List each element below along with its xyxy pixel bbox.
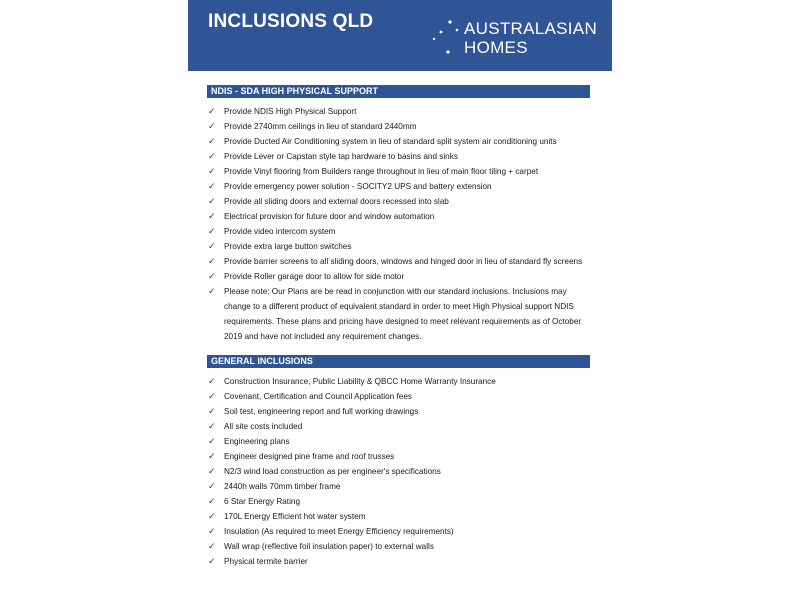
list-item xyxy=(208,554,593,569)
list-item-text: Please note: Our Plans are be read in conjunction with our standard inclusions. Inclusions may change to a different product of equivalent standard in order to meet High Physical support NDIS requirements. These plans and pricing have designed to meet relevant requirements as of October 2019 and have not included any requirement changes. xyxy=(224,287,582,341)
checkmark-icon: ✓ xyxy=(208,451,216,461)
list-item-text: Provide barrier screens to all sliding doors, windows and hinged door in lieu of standard fly screens xyxy=(224,257,583,266)
list-item-text: Soil test, engineering report and full working drawings xyxy=(224,407,419,416)
checkmark-icon: ✓ xyxy=(208,496,216,506)
checkmark-icon: ✓ xyxy=(208,106,216,116)
header-banner xyxy=(188,0,612,71)
checkmark-icon: ✓ xyxy=(208,511,216,521)
checkmark-icon: ✓ xyxy=(208,406,216,416)
list-item xyxy=(208,419,593,434)
list-item-text: Provide video intercom system xyxy=(224,227,336,236)
checkmark-icon: ✓ xyxy=(208,121,216,131)
checkmark-icon: ✓ xyxy=(208,136,216,146)
list-item xyxy=(208,254,593,269)
checkmark-icon: ✓ xyxy=(208,241,216,251)
list-item-text: Provide all sliding doors and external doors recessed into slab xyxy=(224,197,449,206)
logo-line-1: AUSTRALASIAN xyxy=(464,19,598,38)
list-item-text: Electrical provision for future door and window automation xyxy=(224,212,435,221)
list-item xyxy=(208,434,593,449)
list-item-text: Physical termite barrier xyxy=(224,557,308,566)
page-title: INCLUSIONS QLD xyxy=(208,11,374,32)
list-item xyxy=(208,284,593,344)
ndis-inclusions-list xyxy=(208,104,593,344)
list-item-text: 2440h walls 70mm timber frame xyxy=(224,482,341,491)
list-item xyxy=(208,164,593,179)
list-item xyxy=(208,449,593,464)
checkmark-icon: ✓ xyxy=(208,526,216,536)
list-item-text: Wall wrap (reflective foil insulation paper) to external walls xyxy=(224,542,434,551)
list-item-text: Engineering plans xyxy=(224,437,290,446)
checkmark-icon: ✓ xyxy=(208,151,216,161)
list-item xyxy=(208,194,593,209)
list-item xyxy=(208,119,593,134)
checkmark-icon: ✓ xyxy=(208,166,216,176)
company-logo xyxy=(430,18,605,60)
section-title-ndis: NDIS - SDA HIGH PHYSICAL SUPPORT xyxy=(207,85,590,98)
checkmark-icon: ✓ xyxy=(208,211,216,221)
list-item-text: Provide Ducted Air Conditioning system in lieu of standard split system air conditioning units xyxy=(224,137,557,146)
list-item-text: Engineer designed pine frame and roof trusses xyxy=(224,452,395,461)
list-item-text: N2/3 wind load construction as per engineer's specifications xyxy=(224,467,441,476)
list-item xyxy=(208,389,593,404)
list-item xyxy=(208,524,593,539)
checkmark-icon: ✓ xyxy=(208,181,216,191)
list-item-text: 170L Energy Efficient hot water system xyxy=(224,512,366,521)
checkmark-icon: ✓ xyxy=(208,421,216,431)
list-item-text: Covenant, Certification and Council Application fees xyxy=(224,392,412,401)
list-item xyxy=(208,149,593,164)
list-item-text: Construction Insurance, Public Liability & QBCC Home Warranty Insurance xyxy=(224,377,496,386)
checkmark-icon: ✓ xyxy=(208,196,216,206)
list-item xyxy=(208,104,593,119)
list-item xyxy=(208,509,593,524)
list-item xyxy=(208,134,593,149)
list-item xyxy=(208,404,593,419)
checkmark-icon: ✓ xyxy=(208,376,216,386)
list-item-text: Provide Lever or Capstan style tap hardware to basins and sinks xyxy=(224,152,458,161)
checkmark-icon: ✓ xyxy=(208,226,216,236)
general-inclusions-list xyxy=(208,374,593,569)
list-item-text: All site costs included xyxy=(224,422,303,431)
list-item-text: Provide Roller garage door to allow for side motor xyxy=(224,272,405,281)
list-item-text: Provide extra large button switches xyxy=(224,242,352,251)
checkmark-icon: ✓ xyxy=(208,481,216,491)
checkmark-icon: ✓ xyxy=(208,271,216,281)
list-item xyxy=(208,539,593,554)
list-item xyxy=(208,179,593,194)
section-title-general: GENERAL INCLUSIONS xyxy=(207,355,590,368)
checkmark-icon: ✓ xyxy=(208,256,216,266)
checkmark-icon: ✓ xyxy=(208,541,216,551)
southern-cross-stars-icon xyxy=(430,18,464,60)
list-item xyxy=(208,224,593,239)
list-item xyxy=(208,464,593,479)
list-item xyxy=(208,239,593,254)
list-item xyxy=(208,269,593,284)
checkmark-icon: ✓ xyxy=(208,466,216,476)
list-item-text: Provide emergency power solution - SOCITY2 UPS and battery extension xyxy=(224,182,492,191)
list-item xyxy=(208,209,593,224)
list-item-text: Provide Vinyl flooring from Builders range throughout in lieu of main floor tiling + carpet xyxy=(224,167,539,176)
list-item-text: 6 Star Energy Rating xyxy=(224,497,301,506)
list-item xyxy=(208,479,593,494)
checkmark-icon: ✓ xyxy=(208,556,216,566)
checkmark-icon: ✓ xyxy=(208,286,216,296)
list-item xyxy=(208,374,593,389)
logo-line-2: HOMES xyxy=(464,38,528,57)
checkmark-icon: ✓ xyxy=(208,436,216,446)
list-item-text: Provide 2740mm ceilings in lieu of standard 2440mm xyxy=(224,122,417,131)
inclusions-sheet xyxy=(188,0,612,600)
list-item-text: Insulation (As required to meet Energy Efficiency requirements) xyxy=(224,527,454,536)
list-item xyxy=(208,494,593,509)
list-item-text: Provide NDIS High Physical Support xyxy=(224,107,357,116)
logo-wordmark xyxy=(464,19,597,57)
checkmark-icon: ✓ xyxy=(208,391,216,401)
